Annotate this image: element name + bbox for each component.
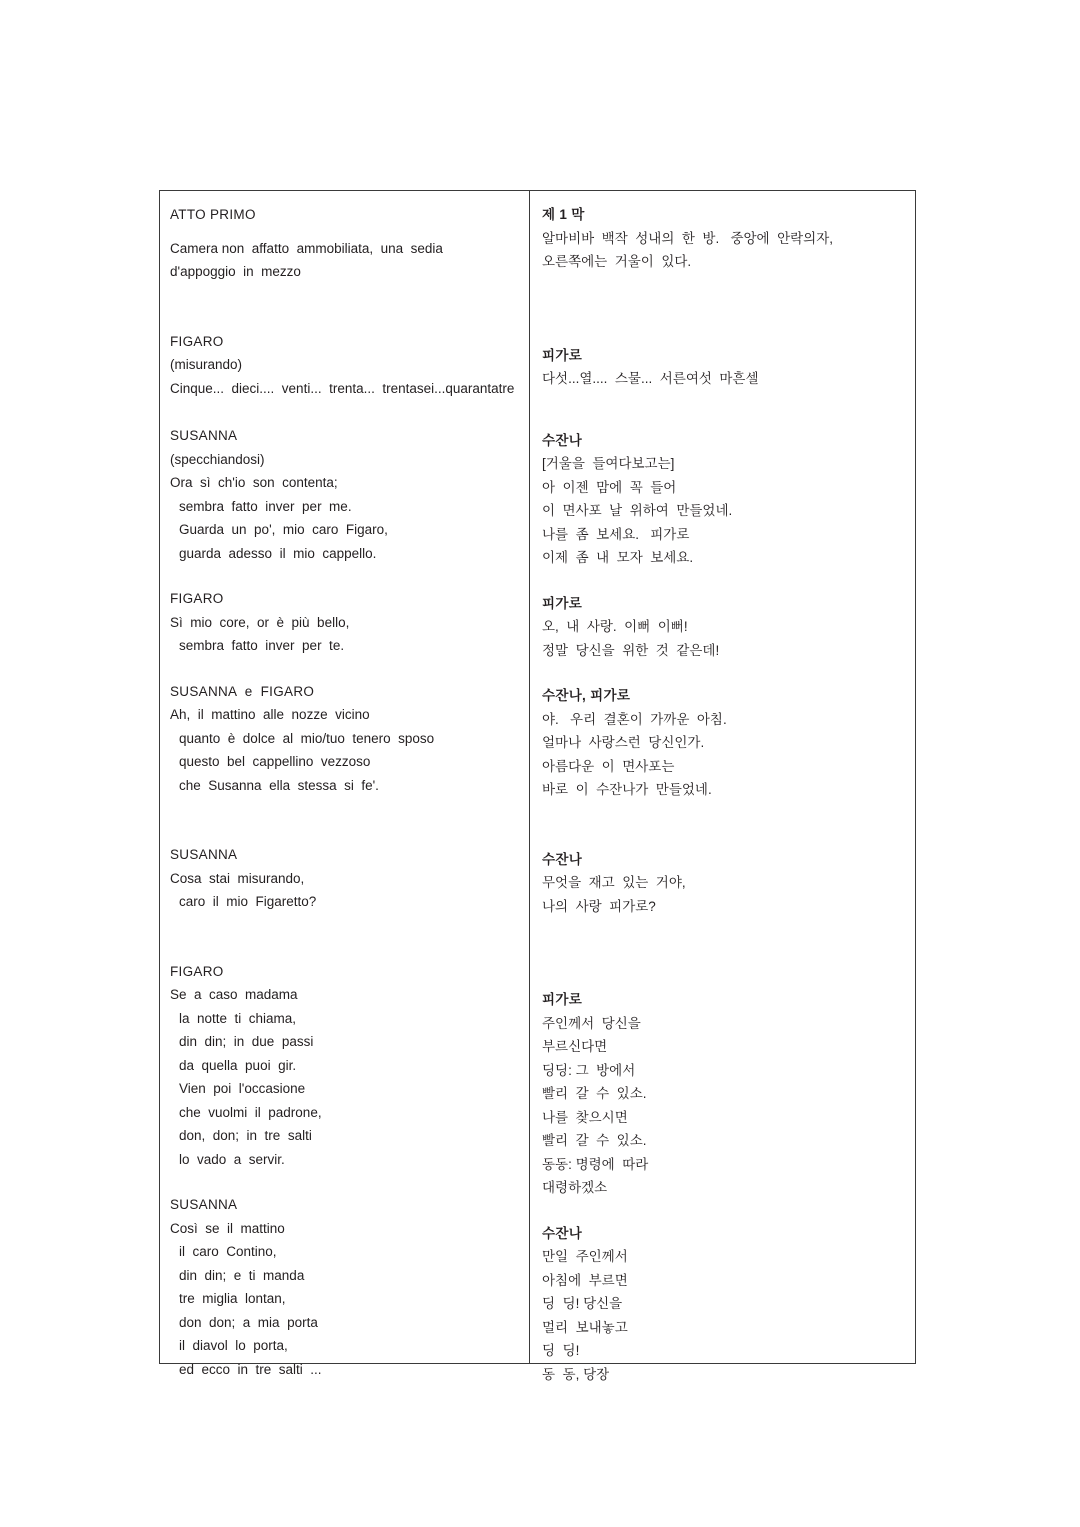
italian-text-line: guarda adesso il mio cappello. [179,545,377,561]
korean-text-line: 아 이젠 맘에 꼭 들어 [542,479,677,495]
italian-text-line: da quella puoi gir. [179,1057,297,1073]
block-spacer [170,565,519,587]
italian-block-atto-primo [170,203,519,284]
block-spacer [170,797,519,843]
korean-text-line: 주인께서 당신을 [542,1015,641,1031]
italian-text-line: che Susanna ella stessa si fe'. [179,777,379,793]
italian-text-line: Così se il mattino [170,1220,285,1236]
italian-text-line: questo bel cappellino vezzoso [179,754,371,769]
korean-text-line: 다섯...열.... 스물... 서른여섯 마흔셀 [542,371,759,386]
korean-text-line: 멀리 보내놓고 [542,1319,628,1335]
italian-speaker-label: ATTO PRIMO [170,207,256,222]
italian-text-line: Ah, il mattino alle nozze vicino [170,707,370,722]
korean-text-line: 동 동, 당장 [542,1366,610,1382]
block-spacer [542,1200,905,1222]
italian-text-line: (misurando) [170,357,243,372]
italian-text-line: sembra fatto inver per me. [179,498,352,514]
italian-speaker-label: SUSANNA e FIGARO [170,683,315,699]
italian-text-line: Sì mio core, or è più bello, [170,614,350,630]
italian-text-line: din din; e ti manda [179,1267,305,1283]
italian-block-figaro-si-mio-core [170,587,519,658]
korean-speaker-label: 피가로 [542,992,583,1007]
korean-text-line: 딩딩: 그 방에서 [542,1062,636,1078]
korean-text-line: 이제 좀 내 모자 보세요. [542,550,694,565]
korean-text-line: 딩 딩! 당신을 [542,1296,623,1311]
korean-block-sujanna-if-morning [542,1222,905,1387]
italian-text-line: la notte ti chiama, [179,1010,297,1026]
korean-text-line: 정말 당신을 위한 것 같은데! [542,642,720,658]
italian-text-line: Ora sì ch'io son contenta; [170,475,338,490]
block-spacer [542,570,905,592]
korean-text-line: 나를 찾으시면 [542,1109,628,1125]
italian-speaker-label: SUSANNA [170,847,238,862]
block-spacer [542,391,905,429]
korean-block-pigaro-o-my-love [542,592,905,663]
italian-speaker-label: FIGARO [170,591,224,606]
korean-text-line: 딩 딩! [542,1343,580,1358]
italian-text-line: Cosa stai misurando, [170,870,305,886]
italian-text-line: tre miglia lontan, [179,1291,286,1306]
italian-text-line: don don; a mia porta [179,1314,318,1330]
italian-text-line: din din; in due passi [179,1034,314,1049]
korean-text-line: 얼마나 사랑스런 당신인가. [542,735,705,750]
italian-speaker-label: FIGARO [170,963,224,979]
korean-speaker-label: 피가로 [542,595,583,611]
block-spacer [170,1171,519,1193]
korean-block-pigaro-if-master-calls [542,988,905,1200]
korean-text-line: 빨리 갈 수 있소. [542,1086,647,1101]
korean-speaker-label: 수잔나 [542,1225,583,1241]
block-spacer [170,284,519,330]
italian-text-line: Se a caso madama [170,987,298,1002]
korean-column [530,191,915,1382]
korean-text-line: 알마비바 백작 성내의 한 방. 중앙에 안락의자, [542,230,834,246]
korean-text-line: 아름다운 이 면사포는 [542,758,675,774]
italian-text-line: d'appoggio in mezzo [170,264,301,279]
korean-text-line: 부르신다면 [542,1039,608,1054]
italian-block-susanna-cosa-stai [170,843,519,914]
italian-text-line: (specchiandosi) [170,451,265,467]
korean-text-line: 아침에 부르면 [542,1272,628,1288]
korean-block-sujanna-mirror [542,429,905,570]
italian-text-line: il caro Contino, [179,1244,277,1259]
italian-column [160,191,530,1377]
italian-text-line: Vien poi l'occasione [179,1081,306,1096]
block-spacer [542,918,905,988]
korean-text-line: 빨리 갈 수 있소. [542,1133,647,1148]
italian-text-line: ed ecco in tre salti ... [179,1361,322,1377]
block-spacer [170,658,519,680]
italian-text-line: che vuolmi il padrone, [179,1104,322,1120]
korean-text-line: 이 면사포 날 위하여 만들었네. [542,503,733,518]
italian-block-figaro-se-a-caso [170,960,519,1172]
line-gap-spacer [170,227,519,237]
italian-block-susanna-cosi-se-il-mattino [170,1193,519,1381]
italian-text-line: Cinque... dieci.... venti... trenta... trentasei...quarantatre [170,380,515,396]
korean-text-line: 바로 이 수잔나가 만들었네. [542,782,712,797]
italian-speaker-label: SUSANNA [170,428,238,443]
korean-text-line: 나의 사랑 피가로? [542,898,656,914]
korean-block-pigaro-counting [542,344,905,391]
korean-block-je-1-mak [542,203,905,274]
block-spacer [170,914,519,960]
italian-text-line: Camera non affatto ammobiliata, una sedia [170,240,443,256]
korean-text-line: 나를 좀 보세요. 피가로 [542,526,690,542]
block-spacer [542,274,905,344]
italian-block-figaro-misurando [170,330,519,401]
korean-text-line: 야. 우리 결혼이 가까운 아침. [542,711,727,727]
italian-text-line: quanto è dolce al mio/tuo tenero sposo [179,730,435,746]
italian-block-susanna-e-figaro [170,680,519,798]
italian-text-line: don, don; in tre salti [179,1128,312,1143]
block-spacer [170,400,519,424]
korean-block-sujanna-pigaro-duet [542,684,905,802]
italian-speaker-label: SUSANNA [170,1197,238,1212]
korean-text-line: 오른쪽에는 거울이 있다. [542,254,692,269]
italian-block-susanna-specchiandosi [170,424,519,565]
korean-speaker-label: 제 1 막 [542,207,585,222]
italian-text-line: il diavol lo porta, [179,1338,288,1353]
italian-text-line: lo vado a servir. [179,1151,285,1167]
korean-text-line: 무엇을 재고 있는 거야, [542,875,686,890]
italian-text-line: caro il mio Figaretto? [179,894,317,909]
korean-speaker-label: 수잔나 [542,851,583,867]
korean-block-sujanna-what-measuring [542,848,905,919]
korean-speaker-label: 수잔나, 피가로 [542,688,631,703]
block-spacer [542,802,905,848]
block-spacer [542,662,905,684]
italian-text-line: sembra fatto inver per te. [179,638,345,653]
italian-text-line: Guarda un po', mio caro Figaro, [179,522,388,537]
italian-speaker-label: FIGARO [170,333,224,349]
korean-speaker-label: 피가로 [542,347,583,363]
korean-text-line: 동동: 명령에 따라 [542,1156,649,1172]
korean-text-line: 오, 내 사랑. 이뻐 이뻐! [542,619,688,634]
korean-text-line: 대령하겠소 [542,1180,608,1195]
korean-speaker-label: 수잔나 [542,432,583,448]
korean-text-line: 만일 주인께서 [542,1249,628,1264]
bilingual-libretto-table [159,190,916,1382]
korean-text-line: [거울을 들여다보고는] [542,456,675,471]
